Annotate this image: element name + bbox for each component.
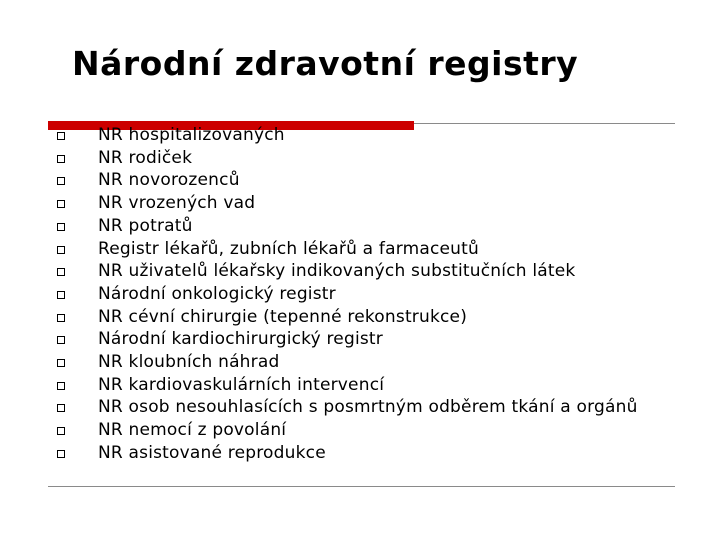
square-bullet-icon <box>57 177 65 185</box>
list-item <box>56 351 656 374</box>
list-item <box>56 169 656 192</box>
square-bullet-icon <box>57 155 65 163</box>
list-item-label: NR uživatelů lékařsky indikovaných substitučních látek <box>98 261 576 282</box>
list-item <box>56 442 656 465</box>
list-item-label: NR cévní chirurgie (tepenné rekonstrukce) <box>98 306 468 327</box>
square-bullet-icon <box>57 223 65 231</box>
bottom-divider <box>48 486 675 487</box>
square-bullet-icon <box>57 246 65 254</box>
list-item <box>56 192 656 215</box>
square-bullet-icon <box>57 268 65 276</box>
list-item-label: NR osob nesouhlasících s posmrtným odběrem tkání a orgánů <box>98 397 638 418</box>
list-item-label: NR potratů <box>98 215 193 236</box>
list-item-label: Národní kardiochirurgický registr <box>98 329 383 350</box>
list-item-label: NR kardiovaskulárních intervencí <box>98 374 385 395</box>
square-bullet-icon <box>57 450 65 458</box>
square-bullet-icon <box>57 404 65 412</box>
registry-list <box>56 124 656 465</box>
list-item-label: Národní onkologický registr <box>98 283 336 304</box>
list-item <box>56 374 656 397</box>
slide-title: Národní zdravotní registry <box>72 44 579 83</box>
square-bullet-icon <box>57 314 65 322</box>
list-item-label: NR kloubních náhrad <box>98 352 280 373</box>
list-item <box>56 238 656 261</box>
square-bullet-icon <box>57 382 65 390</box>
list-item <box>56 147 656 170</box>
square-bullet-icon <box>57 291 65 299</box>
list-item <box>56 396 656 419</box>
list-item <box>56 283 656 306</box>
list-item-label: NR asistované reprodukce <box>98 442 326 463</box>
list-item <box>56 419 656 442</box>
square-bullet-icon <box>57 359 65 367</box>
square-bullet-icon <box>57 427 65 435</box>
list-item-label: NR nemocí z povolání <box>98 420 287 441</box>
list-item <box>56 306 656 329</box>
list-item <box>56 215 656 238</box>
square-bullet-icon <box>57 132 65 140</box>
list-item <box>56 124 656 147</box>
square-bullet-icon <box>57 200 65 208</box>
list-item-label: Registr lékařů, zubních lékařů a farmaceutů <box>98 238 479 259</box>
list-item <box>56 328 656 351</box>
square-bullet-icon <box>57 336 65 344</box>
list-item <box>56 260 656 283</box>
list-item-label: NR vrozených vad <box>98 193 256 214</box>
list-item-label: NR hospitalizovaných <box>98 125 285 145</box>
list-item-label: NR novorozenců <box>98 170 240 191</box>
list-item-label: NR rodiček <box>98 147 193 168</box>
